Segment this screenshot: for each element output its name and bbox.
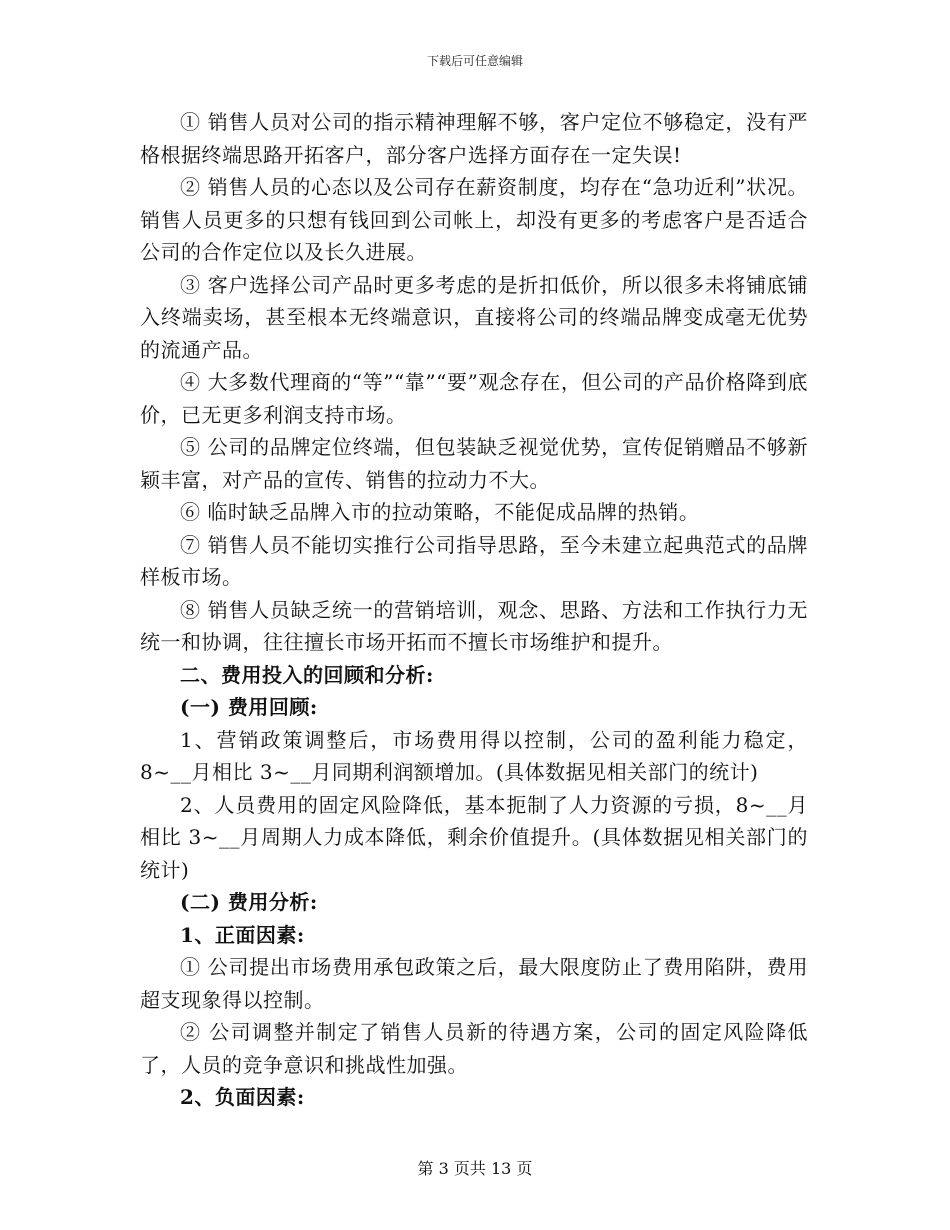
paragraph-8: ⑧ 销售人员缺乏统一的营销培训，观念、思路、方法和工作执行力无统一和协调，往往擅长市场开拓而不擅长市场维护和提升。 bbox=[140, 597, 808, 654]
heading-negative-factors: 2、负面因素: bbox=[180, 1085, 305, 1109]
paragraph-review-2: 2、人员费用的固定风险降低，基本扼制了人力资源的亏损，8~__月相比 3~__月周期人力成本降低，剩余价值提升。(具体数据见相关部门的统计) bbox=[140, 792, 808, 882]
section-heading-2: 二、费用投入的回顾和分析: bbox=[180, 662, 434, 687]
paragraph-6: ⑥ 临时缺乏品牌入市的拉动策略，不能促成品牌的热销。 bbox=[180, 500, 700, 524]
paragraph-4: ④ 大多数代理商的“等”“靠”“要”观念存在，但公司的产品价格降到底价，已无更多利润支持市场。 bbox=[140, 370, 808, 427]
heading-positive-factors: 1、正面因素: bbox=[180, 922, 305, 947]
subsection-heading-expense-analysis: (二) 费用分析: bbox=[180, 890, 318, 914]
page-header: 下载后可任意编辑 bbox=[426, 54, 523, 68]
page-footer: 第 3 页共 13 页 bbox=[417, 1159, 533, 1178]
paragraph-2: ② 销售人员的心态以及公司存在薪资制度，均存在“急功近利”状况。销售人员更多的只想有钱回到公司帐上，却没有更多的考虑客户是否适合公司的合作定位以及长久进展。 bbox=[140, 175, 808, 264]
paragraph-5: ⑤ 公司的品牌定位终端，但包装缺乏视觉优势，宣传促销赠品不够新颖丰富，对产品的宣传、销售的拉动力不大。 bbox=[140, 435, 808, 492]
paragraph-1: ① 销售人员对公司的指示精神理解不够，客户定位不够稳定，没有严格根据终端思路开拓客户，部分客户选择方面存在一定失误! bbox=[140, 110, 808, 167]
paragraph-7: ⑦ 销售人员不能切实推行公司指导思路，至今未建立起典范式的品牌样板市场。 bbox=[140, 532, 808, 589]
paragraph-3: ③ 客户选择公司产品时更多考虑的是折扣低价，所以很多未将铺底铺入终端卖场，甚至根本无终端意识，直接将公司的终端品牌变成毫无优势的流通产品。 bbox=[140, 272, 808, 362]
subsection-heading-expense-review: (一) 费用回顾: bbox=[180, 695, 318, 719]
paragraph-positive-1: ① 公司提出市场费用承包政策之后，最大限度防止了费用陷阱，费用超支现象得以控制。 bbox=[140, 955, 808, 1012]
paragraph-positive-2: ② 公司调整并制定了销售人员新的待遇方案，公司的固定风险降低了，人员的竞争意识和挑战性加强。 bbox=[140, 1020, 808, 1077]
document-body bbox=[140, 106, 808, 1114]
paragraph-review-1: 1、营销政策调整后，市场费用得以控制，公司的盈利能力稳定，8~__月相比 3~__月同期利润额增加。(具体数据见相关部门的统计) bbox=[140, 727, 808, 784]
